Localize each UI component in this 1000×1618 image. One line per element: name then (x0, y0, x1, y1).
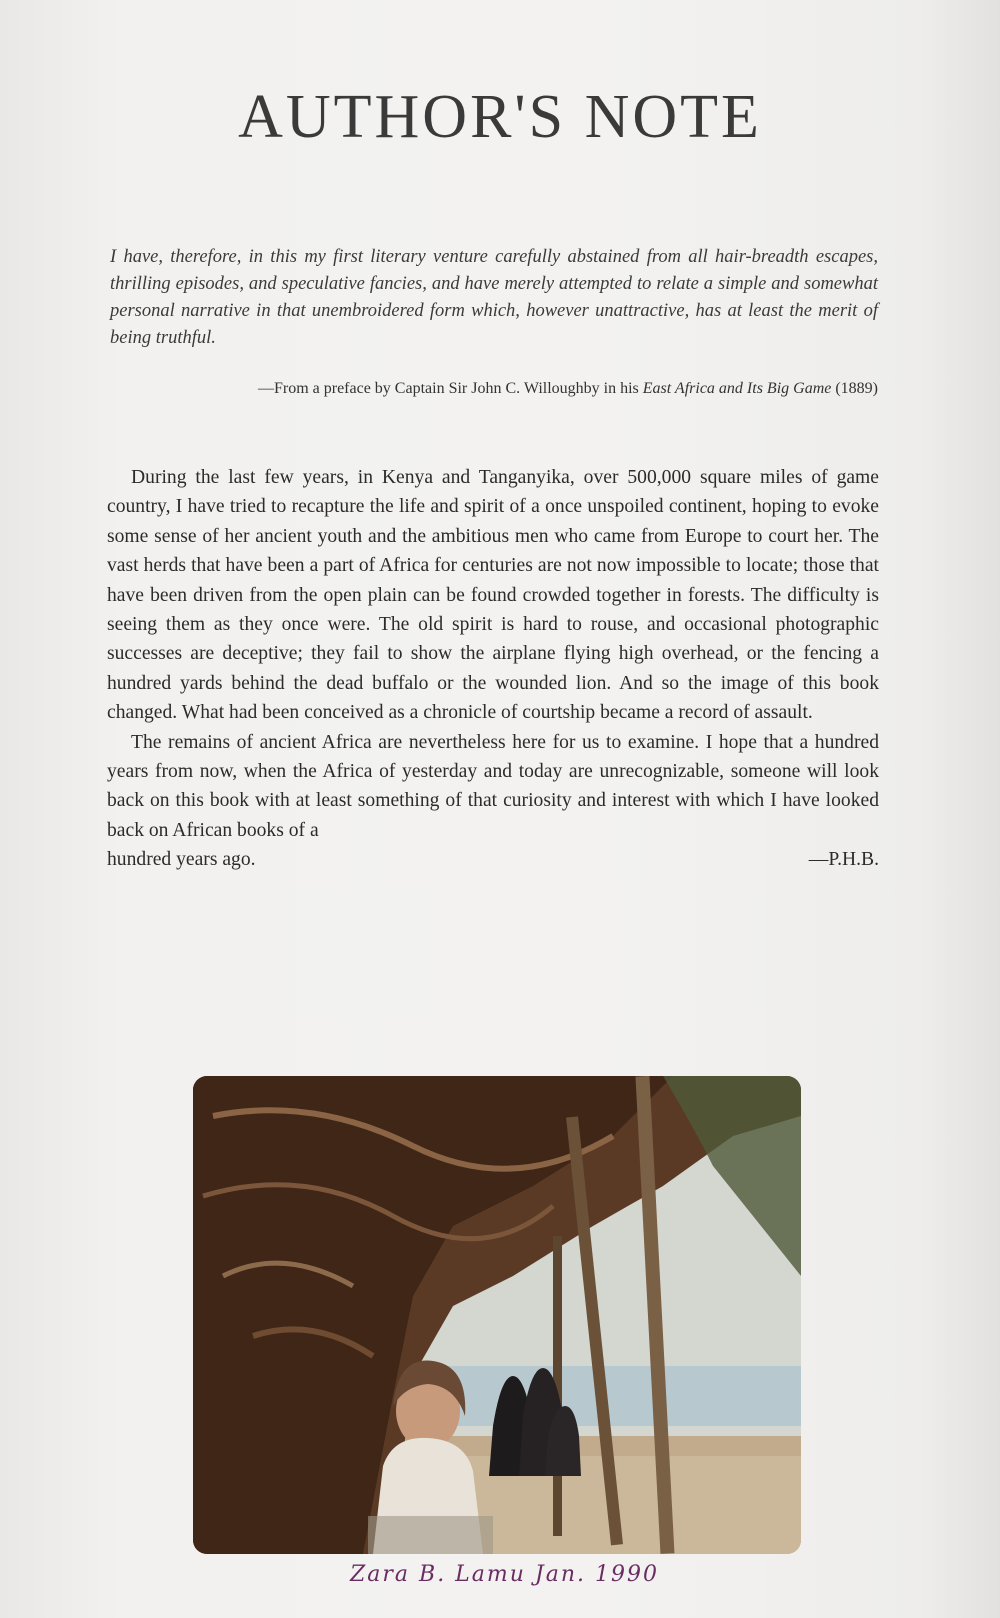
closing-line (107, 845, 879, 874)
closing-text: hundred years ago. (107, 849, 256, 871)
note-body (107, 463, 879, 875)
paragraph-1: During the last few years, in Kenya and Tanganyika, over 500,000 square miles of game country, I have tried to recapture the life and spirit of a once unspoiled continent, hoping to evoke some sense of her ancient youth and the ambitious men who came from Europe to court her. The vast herds that have been a part of Africa for centuries are not now impossible to locate; those that have been driven from the open plain can be found crowded together in forests. The difficulty is seeing them as they once were. The old spirit is hard to rouse, and occasional photographic successes are deceptive; they fail to show the airplane flying high overhead, or the fencing a hundred yards behind the dead buffalo or the wounded lion. And so the image of this book changed. What had been conceived as a chronicle of courtship became a record of assault. (107, 467, 879, 724)
page-title: AUTHOR'S NOTE (238, 83, 762, 151)
paragraph-2: The remains of ancient Africa are nevertheless here for us to examine. I hope that a hundred years from now, when the Africa of yesterday and today are unrecognizable, someone will look back on this book with at least something of that curiosity and interest with which I have looked back on African books of a (107, 731, 879, 841)
epigraph-quote: I have, therefore, in this my first literary venture carefully abstained from all hair-breadth escapes, thrilling episodes, and speculative fancies, and have merely attempted to relate a simple and somewhat personal narrative in that unembroidered form which, however unattractive, has at least the merit of being truthful. (110, 247, 878, 348)
source-prefix: —From a preface by Captain Sir John C. Willoughby in his (257, 380, 639, 397)
author-signature: —P.H.B. (808, 849, 879, 871)
photo-scene (193, 1076, 801, 1554)
source-year: (1889) (835, 380, 878, 397)
pasted-photograph (193, 1076, 801, 1554)
handwritten-caption: Zara B. Lamu Jan. 1990 (350, 1562, 660, 1587)
epigraph-source (110, 380, 878, 398)
source-book-title: East Africa and Its Big Game (642, 380, 832, 397)
